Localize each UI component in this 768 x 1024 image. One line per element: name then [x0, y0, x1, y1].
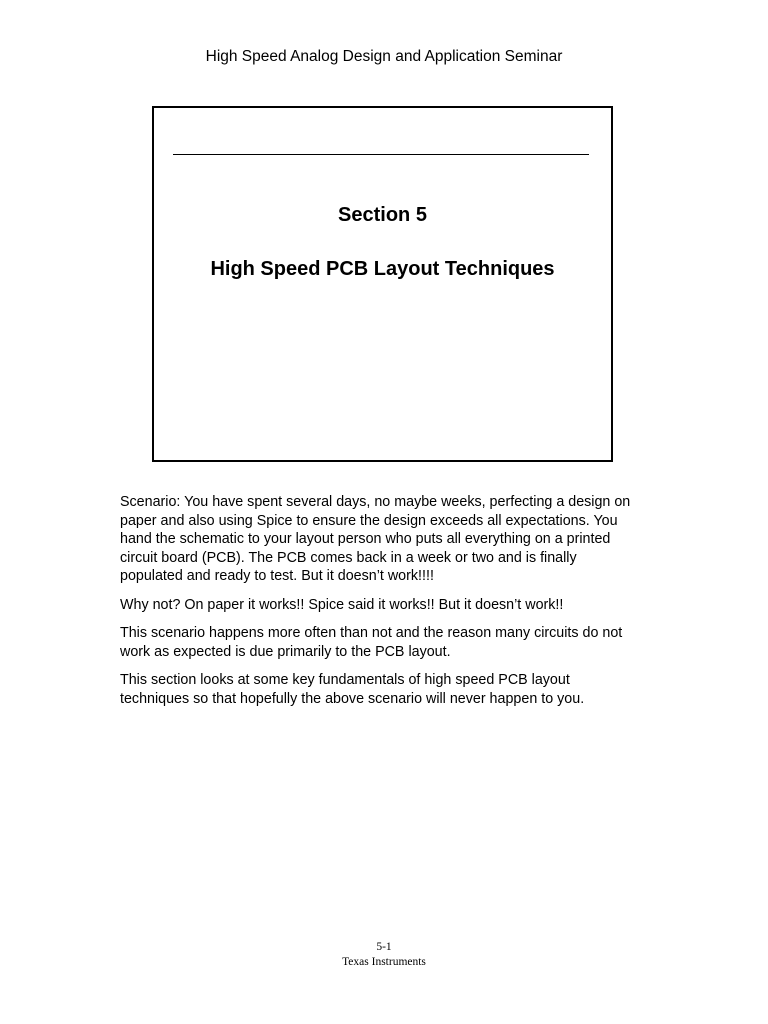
- running-header: High Speed Analog Design and Application Seminar: [205, 48, 563, 65]
- paragraph-why-not: Why not? On paper it works!! Spice said it works!! But it doesn’t work!!: [120, 596, 564, 613]
- paragraph-scenario: Scenario: You have spent several days, no maybe weeks, perfecting a design on paper and also using Spice to ensure the design exceeds all expectations. You hand the schematic to your layout person who puts all everything on a printed circuit board (PCB). The PCB comes back in a week or two and is finally populated and ready to test. But it doesn’t work!!!!: [120, 494, 631, 584]
- page-number: 5-1: [376, 941, 392, 953]
- company-name: Texas Instruments: [342, 956, 426, 968]
- paragraph-section-overview: This section looks at some key fundamentals of high speed PCB layout techniques so that hopefully the above scenario will never happen to you.: [120, 672, 585, 707]
- slide-divider: [173, 154, 589, 155]
- page-footer: [0, 940, 768, 970]
- slide-title: High Speed PCB Layout Techniques: [210, 258, 555, 280]
- body-text: [120, 493, 640, 718]
- slide-frame: [152, 106, 613, 462]
- paragraph-reason: This scenario happens more often than not and the reason many circuits do not work as expected is due primarily to the PCB layout.: [120, 625, 623, 660]
- slide-section-label: Section 5: [338, 204, 427, 226]
